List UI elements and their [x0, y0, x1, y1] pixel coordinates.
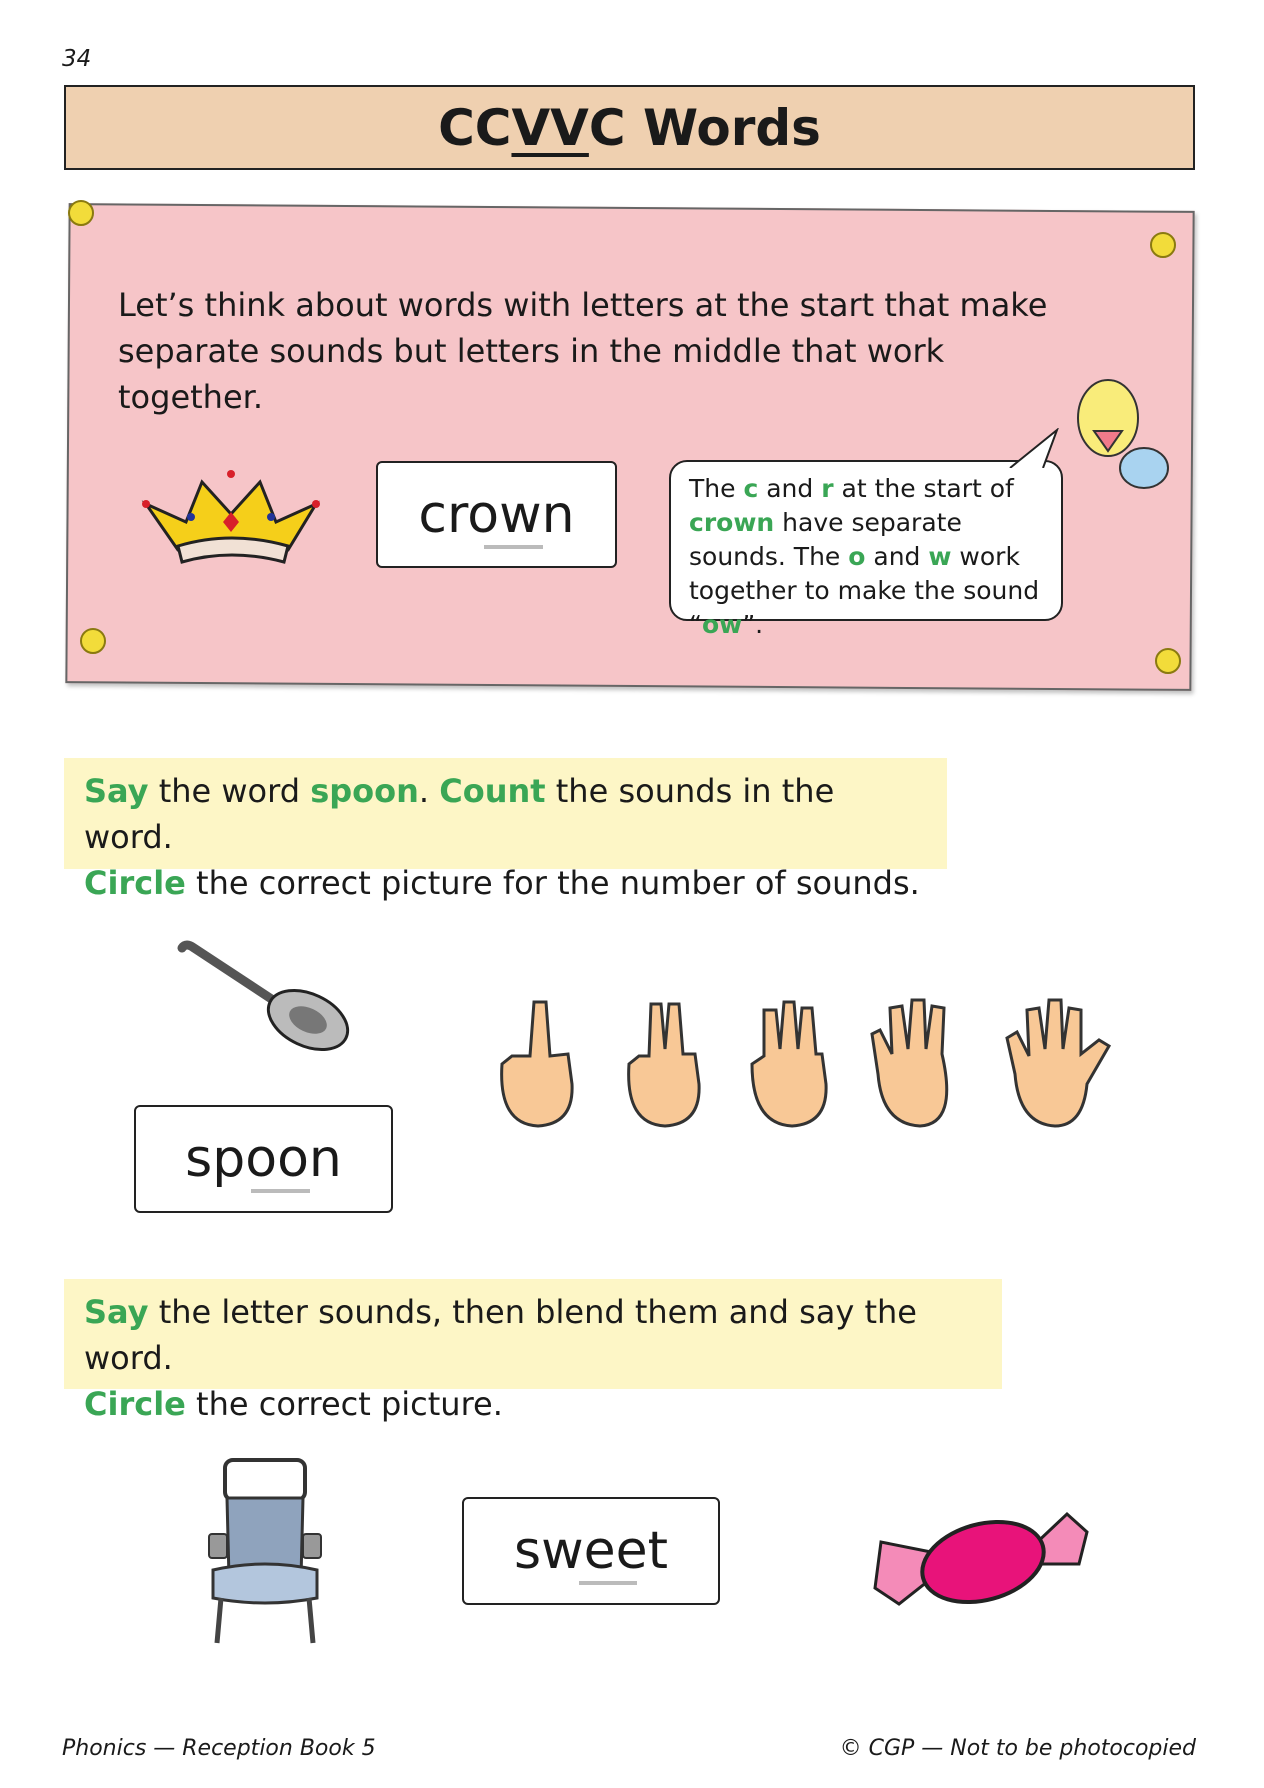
word-card-crown: crown [376, 461, 617, 568]
title-underlined-part: VV [511, 98, 589, 157]
pin-icon [1150, 232, 1176, 258]
vowel-team-underline [251, 1189, 311, 1193]
instruction-1: Say the word spoon. Count the sounds in the word. Circle the correct picture for the number of sounds. [64, 758, 947, 869]
intro-text: Let’s think about words with letters at the start that make separate sounds but letters in the middle that work together. [118, 286, 1048, 416]
hand-four-fingers-icon[interactable] [868, 994, 968, 1132]
chick-icon [1074, 373, 1170, 497]
title-part: CC [438, 98, 512, 157]
bubble-tail [1005, 428, 1065, 468]
finger-count-options [488, 994, 1115, 1132]
pin-icon [68, 200, 94, 226]
hand-three-fingers-icon[interactable] [742, 994, 834, 1132]
hand-two-fingers-icon[interactable] [615, 994, 707, 1132]
word-card-sweet: sweet [462, 1497, 720, 1605]
hand-one-finger-icon[interactable] [488, 994, 580, 1132]
vowel-team-underline [484, 545, 543, 549]
instruction-2: Say the letter sounds, then blend them and say the word. Circle the correct picture. [64, 1279, 1002, 1389]
pin-icon [1155, 648, 1181, 674]
sweet-candy-picture[interactable] [871, 1508, 1093, 1610]
vowel-team-underline [579, 1581, 638, 1585]
page-title [64, 85, 1195, 170]
word-card-spoon: spoon [134, 1105, 393, 1213]
footer-copyright: © CGP — Not to be photocopied [839, 1736, 1196, 1761]
title-part: C Words [588, 98, 821, 157]
crown-icon [138, 462, 324, 566]
spoon-icon [176, 940, 352, 1052]
pin-icon [80, 628, 106, 654]
seat-picture[interactable] [205, 1458, 325, 1650]
hand-five-fingers-icon[interactable] [1003, 994, 1115, 1132]
footer-book-title: Phonics — Reception Book 5 [62, 1736, 376, 1761]
page-number: 34 [62, 46, 92, 72]
speech-bubble: The c and r at the start of crown have separate sounds. The o and w work together to make the sound “ow”. [669, 460, 1063, 621]
